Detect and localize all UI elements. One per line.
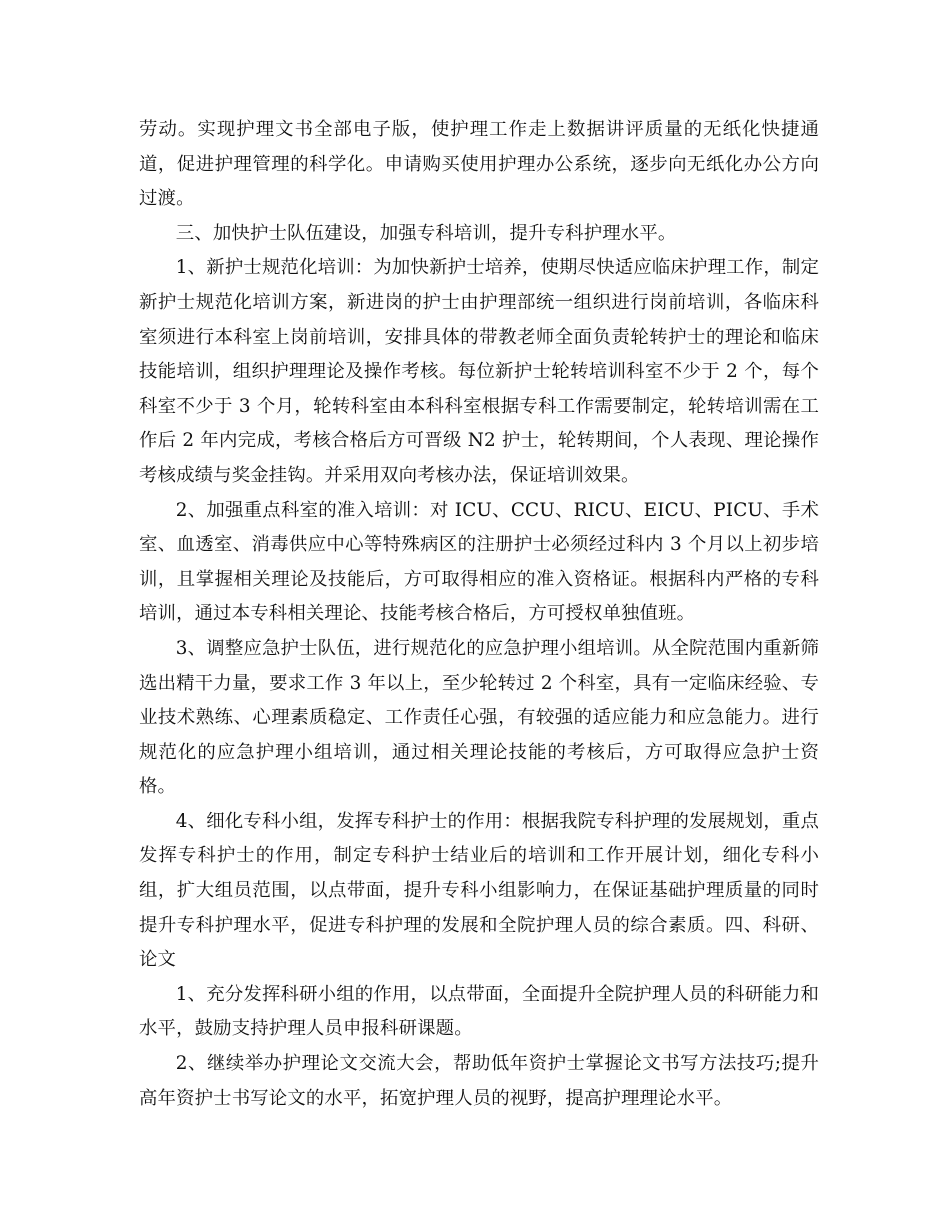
paragraph-emergency-team: 3、调整应急护士队伍，进行规范化的应急护理小组培训。从全院范围内重新筛选出精干力量，要求工作 3 年以上，至少轮转过 2 个科室，具有一定临床经验、专业技术熟练、心理素质稳定、工作责任心强，有较强的适应能力和应急能力。进行规范化的应急护理小组培训，通过相关理论技能的考核后，方可取得应急护士资格。 <box>139 637 819 798</box>
paragraph-continuation: 劳动。实现护理文书全部电子版，使护理工作走上数据讲评质量的无纸化快捷通道，促进护理管理的科学化。申请购买使用护理办公系统，逐步向无纸化办公方向过渡。 <box>139 119 819 210</box>
paragraph-research-group: 1、充分发挥科研小组的作用，以点带面，全面提升全院护理人员的科研能力和水平，鼓励支持护理人员申报科研课题。 <box>139 983 819 1040</box>
paragraph-key-department-training: 2、加强重点科室的准入培训：对 ICU、CCU、RICU、EICU、PICU、手术室、血透室、消毒供应中心等特殊病区的注册护士必须经过科内 3 个月以上初步培训，且掌握相关理论及技能后，方可取得相应的准入资格证。根据科内严格的专科培训，通过本专科相关理论、技能考核合格后，方可授权单独值班。 <box>139 499 819 625</box>
paragraph-new-nurse-training: 1、新护士规范化培训：为加快新护士培养，使期尽快适应临床护理工作，制定新护士规范化培训方案，新进岗的护士由护理部统一组织进行岗前培训，各临床科室须进行本科室上岗前培训，安排具体的带教老师全面负责轮转护士的理论和临床技能培训，组织护理理论及操作考核。每位新护士轮转培训科室不少于 2 个，每个科室不少于 3 个月，轮转科室由本科科室根据专科工作需要制定，轮转培训需在工作后 2 年内完成，考核合格后方可晋级 N2 护士，轮转期间，个人表现、理论操作考核成绩与奖金挂钩。并采用双向考核办法，保证培训效果。 <box>139 257 819 486</box>
paragraph-specialty-groups: 4、细化专科小组，发挥专科护士的作用：根据我院专科护理的发展规划，重点发挥专科护士的作用，制定专科护士结业后的培训和工作开展计划，细化专科小组，扩大组员范围，以点带面，提升专科小组影响力，在保证基础护理质量的同时提升专科护理水平，促进专科护理的发展和全院护理人员的综合素质。四、科研、论文 <box>139 810 819 971</box>
section-heading-nurse-team: 三、加快护士队伍建设，加强专科培训，提升专科护理水平。 <box>175 222 677 244</box>
document-body <box>139 113 819 1116</box>
paragraph-paper-conference: 2、继续举办护理论文交流大会，帮助低年资护士掌握论文书写方法技巧;提升高年资护士书写论文的水平，拓宽护理人员的视野，提高护理理论水平。 <box>139 1053 819 1109</box>
